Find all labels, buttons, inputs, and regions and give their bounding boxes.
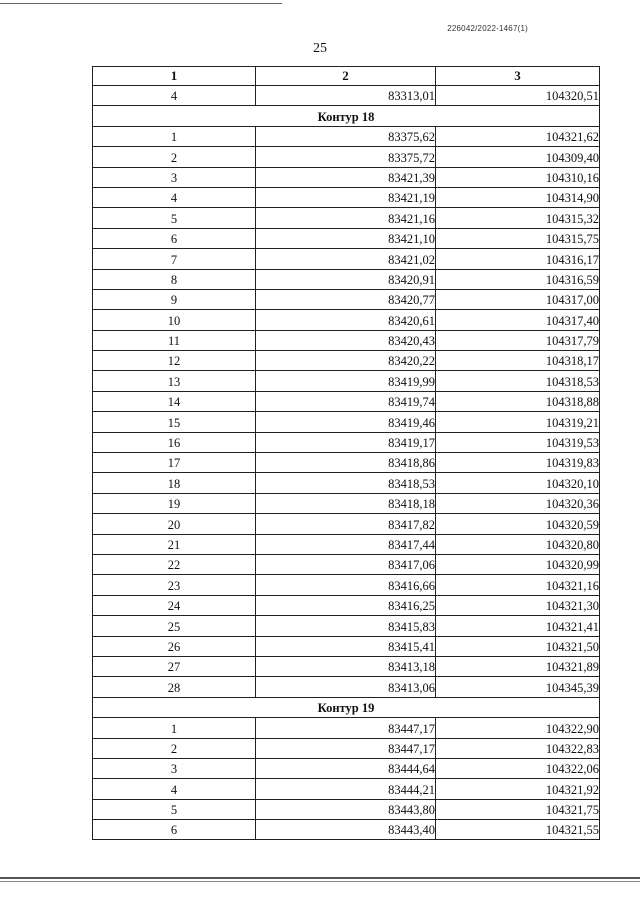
table-row	[93, 616, 600, 636]
x-coordinate: 83375,62	[256, 126, 436, 146]
point-number: 2	[93, 147, 256, 167]
x-coordinate: 83420,91	[256, 269, 436, 289]
point-number: 18	[93, 473, 256, 493]
y-coordinate: 104310,16	[436, 167, 600, 187]
point-number: 17	[93, 453, 256, 473]
table-row	[93, 412, 600, 432]
point-number: 14	[93, 391, 256, 411]
table-row	[93, 677, 600, 697]
y-coordinate: 104318,53	[436, 371, 600, 391]
x-coordinate: 83416,66	[256, 575, 436, 595]
point-number: 6	[93, 228, 256, 248]
top-rule	[0, 3, 282, 4]
x-coordinate: 83418,86	[256, 453, 436, 473]
point-number: 21	[93, 534, 256, 554]
table-row	[93, 656, 600, 676]
x-coordinate: 83375,72	[256, 147, 436, 167]
point-number: 16	[93, 432, 256, 452]
x-coordinate: 83447,17	[256, 718, 436, 738]
y-coordinate: 104320,80	[436, 534, 600, 554]
x-coordinate: 83413,06	[256, 677, 436, 697]
y-coordinate: 104321,62	[436, 126, 600, 146]
point-number: 10	[93, 310, 256, 330]
x-coordinate: 83447,17	[256, 738, 436, 758]
y-coordinate: 104321,55	[436, 820, 600, 840]
x-coordinate: 83419,74	[256, 391, 436, 411]
y-coordinate: 104321,50	[436, 636, 600, 656]
y-coordinate: 104315,32	[436, 208, 600, 228]
y-coordinate: 104320,36	[436, 493, 600, 513]
y-coordinate: 104317,79	[436, 330, 600, 350]
table-row	[93, 167, 600, 187]
x-coordinate: 83413,18	[256, 656, 436, 676]
y-coordinate: 104317,40	[436, 310, 600, 330]
y-coordinate: 104320,10	[436, 473, 600, 493]
y-coordinate: 104320,59	[436, 514, 600, 534]
y-coordinate: 104321,89	[436, 656, 600, 676]
coordinates-table	[92, 66, 600, 840]
y-coordinate: 104321,16	[436, 575, 600, 595]
table-row	[93, 453, 600, 473]
table-row	[93, 493, 600, 513]
bottom-rule	[0, 877, 640, 879]
point-number: 27	[93, 656, 256, 676]
point-number: 1	[93, 126, 256, 146]
y-coordinate: 104322,06	[436, 758, 600, 778]
contour-title: Контур 18	[93, 106, 600, 126]
point-number: 26	[93, 636, 256, 656]
point-number: 11	[93, 330, 256, 350]
column-header-3: 3	[436, 67, 600, 86]
x-coordinate: 83421,19	[256, 187, 436, 207]
document-id: 226042/2022-1467(1)	[447, 24, 528, 33]
table-row	[93, 391, 600, 411]
x-coordinate: 83421,39	[256, 167, 436, 187]
x-coordinate: 83444,64	[256, 758, 436, 778]
x-coordinate: 83418,53	[256, 473, 436, 493]
x-coordinate: 83313,01	[256, 86, 436, 106]
x-coordinate: 83420,77	[256, 289, 436, 309]
table-row	[93, 351, 600, 371]
table-row	[93, 514, 600, 534]
table-row	[93, 330, 600, 350]
y-coordinate: 104321,30	[436, 595, 600, 615]
x-coordinate: 83444,21	[256, 779, 436, 799]
table-row	[93, 126, 600, 146]
x-coordinate: 83416,25	[256, 595, 436, 615]
point-number: 9	[93, 289, 256, 309]
table-row	[93, 371, 600, 391]
y-coordinate: 104316,17	[436, 249, 600, 269]
table-header-row	[93, 67, 600, 86]
x-coordinate: 83420,61	[256, 310, 436, 330]
y-coordinate: 104345,39	[436, 677, 600, 697]
point-number: 5	[93, 208, 256, 228]
point-number: 3	[93, 167, 256, 187]
x-coordinate: 83417,82	[256, 514, 436, 534]
point-number: 3	[93, 758, 256, 778]
y-coordinate: 104321,75	[436, 799, 600, 819]
column-header-1: 1	[93, 67, 256, 86]
contour-title-row	[93, 106, 600, 126]
point-number: 15	[93, 412, 256, 432]
point-number: 13	[93, 371, 256, 391]
point-number: 25	[93, 616, 256, 636]
x-coordinate: 83420,22	[256, 351, 436, 371]
table-row	[93, 289, 600, 309]
y-coordinate: 104320,51	[436, 86, 600, 106]
point-number: 22	[93, 554, 256, 574]
x-coordinate: 83417,06	[256, 554, 436, 574]
point-number: 12	[93, 351, 256, 371]
point-number: 4	[93, 86, 256, 106]
table-row	[93, 758, 600, 778]
x-coordinate: 83443,80	[256, 799, 436, 819]
table-row	[93, 575, 600, 595]
column-header-2: 2	[256, 67, 436, 86]
table-row	[93, 718, 600, 738]
point-number: 6	[93, 820, 256, 840]
x-coordinate: 83419,46	[256, 412, 436, 432]
point-number: 2	[93, 738, 256, 758]
y-coordinate: 104318,88	[436, 391, 600, 411]
point-number: 20	[93, 514, 256, 534]
x-coordinate: 83419,17	[256, 432, 436, 452]
point-number: 23	[93, 575, 256, 595]
table-row	[93, 799, 600, 819]
y-coordinate: 104309,40	[436, 147, 600, 167]
y-coordinate: 104322,90	[436, 718, 600, 738]
point-number: 4	[93, 187, 256, 207]
table-row	[93, 534, 600, 554]
y-coordinate: 104315,75	[436, 228, 600, 248]
x-coordinate: 83421,10	[256, 228, 436, 248]
contour-title: Контур 19	[93, 697, 600, 717]
y-coordinate: 104321,92	[436, 779, 600, 799]
x-coordinate: 83420,43	[256, 330, 436, 350]
x-coordinate: 83418,18	[256, 493, 436, 513]
x-coordinate: 83443,40	[256, 820, 436, 840]
point-number: 4	[93, 779, 256, 799]
x-coordinate: 83415,83	[256, 616, 436, 636]
x-coordinate: 83415,41	[256, 636, 436, 656]
y-coordinate: 104318,17	[436, 351, 600, 371]
y-coordinate: 104314,90	[436, 187, 600, 207]
point-number: 8	[93, 269, 256, 289]
point-number: 24	[93, 595, 256, 615]
point-number: 28	[93, 677, 256, 697]
point-number: 7	[93, 249, 256, 269]
table-row	[93, 208, 600, 228]
contour-title-row	[93, 697, 600, 717]
x-coordinate: 83419,99	[256, 371, 436, 391]
table-row	[93, 595, 600, 615]
table-row	[93, 820, 600, 840]
page-number: 25	[313, 41, 327, 56]
y-coordinate: 104319,53	[436, 432, 600, 452]
table-row	[93, 779, 600, 799]
y-coordinate: 104321,41	[436, 616, 600, 636]
y-coordinate: 104319,83	[436, 453, 600, 473]
table-row	[93, 269, 600, 289]
y-coordinate: 104319,21	[436, 412, 600, 432]
table-row	[93, 249, 600, 269]
table-row	[93, 147, 600, 167]
bottom-rule-thin	[0, 881, 640, 882]
table-row	[93, 636, 600, 656]
point-number: 19	[93, 493, 256, 513]
y-coordinate: 104317,00	[436, 289, 600, 309]
table-row	[93, 310, 600, 330]
table-row	[93, 228, 600, 248]
y-coordinate: 104320,99	[436, 554, 600, 574]
y-coordinate: 104322,83	[436, 738, 600, 758]
x-coordinate: 83421,02	[256, 249, 436, 269]
table-row	[93, 187, 600, 207]
table-row	[93, 432, 600, 452]
table-row	[93, 554, 600, 574]
x-coordinate: 83417,44	[256, 534, 436, 554]
point-number: 1	[93, 718, 256, 738]
x-coordinate: 83421,16	[256, 208, 436, 228]
y-coordinate: 104316,59	[436, 269, 600, 289]
table-row	[93, 473, 600, 493]
table-body	[93, 86, 600, 840]
point-number: 5	[93, 799, 256, 819]
table-row	[93, 86, 600, 106]
table-row	[93, 738, 600, 758]
